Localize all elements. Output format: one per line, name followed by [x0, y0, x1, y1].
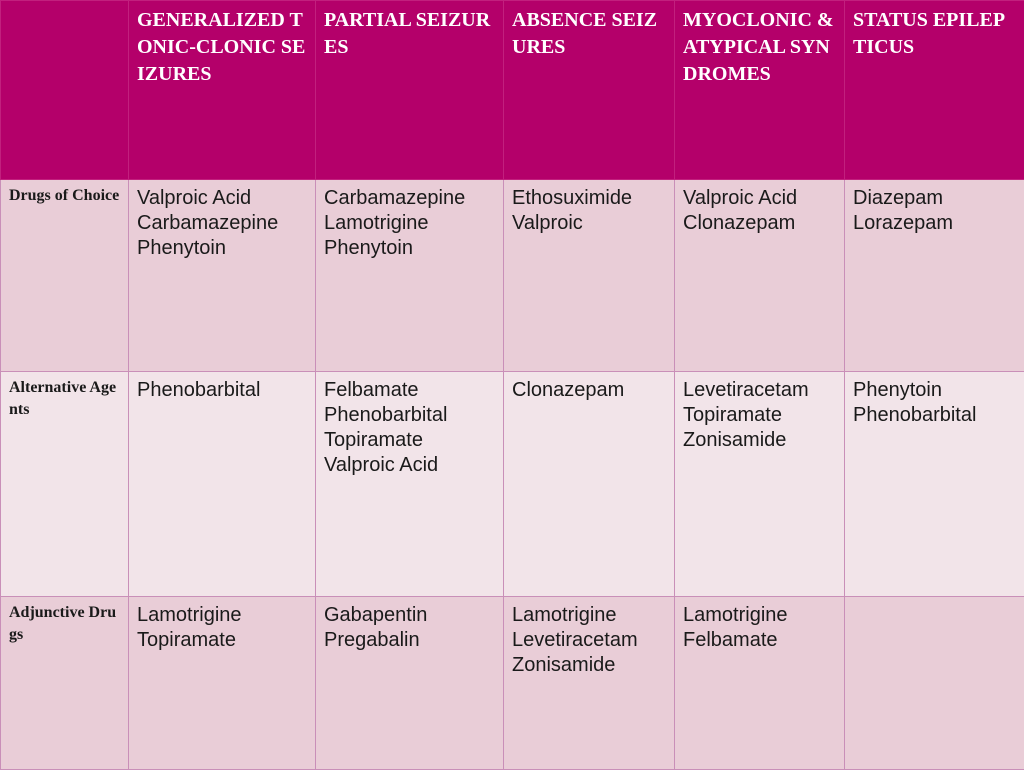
table-cell: [845, 372, 1024, 597]
table-row-alternative-agents: [1, 372, 1024, 597]
table-cell: [316, 180, 504, 372]
table-cell: [316, 597, 504, 770]
drug-name: Ethosuximide: [512, 186, 666, 211]
drug-name: Lamotrigine: [683, 603, 836, 628]
drug-name: Felbamate: [324, 378, 495, 403]
drug-name: Phenobarbital: [324, 403, 495, 428]
table-cell: [845, 180, 1024, 372]
drug-name: Valproic Acid: [683, 186, 836, 211]
drug-name: Clonazepam: [683, 211, 836, 236]
drug-name: Phenobarbital: [137, 378, 307, 403]
drug-name: Lamotrigine: [324, 211, 495, 236]
row-label: Adjunctive Drugs: [1, 597, 129, 770]
table-cell: [504, 180, 675, 372]
table-cell: [129, 372, 316, 597]
table-cell: [675, 180, 845, 372]
header-status-epilepticus: STATUS EPILEPTICUS: [845, 1, 1024, 180]
drug-name: Lamotrigine: [137, 603, 307, 628]
drug-name: Zonisamide: [683, 428, 836, 453]
drug-name: Topiramate: [683, 403, 836, 428]
drug-name: Phenytoin: [324, 236, 495, 261]
table-cell: [129, 597, 316, 770]
table-cell: [675, 372, 845, 597]
drug-name: Phenytoin: [137, 236, 307, 261]
header-row: [1, 1, 1024, 180]
drug-name: Topiramate: [137, 628, 307, 653]
header-absence-seizures: ABSENCE SEIZURES: [504, 1, 675, 180]
table-cell: [504, 372, 675, 597]
drug-name: Clonazepam: [512, 378, 666, 403]
drug-name: Valproic Acid: [137, 186, 307, 211]
drug-name: Carbamazepine: [137, 211, 307, 236]
drug-name: Zonisamide: [512, 653, 666, 678]
row-label: Alternative Agents: [1, 372, 129, 597]
drug-name: Carbamazepine: [324, 186, 495, 211]
drug-name: Levetiracetam: [683, 378, 836, 403]
drug-name: Phenytoin: [853, 378, 1016, 403]
table-row-adjunctive-drugs: [1, 597, 1024, 770]
drug-name: Valproic Acid: [324, 453, 495, 478]
row-label: Drugs of Choice: [1, 180, 129, 372]
header-corner-cell: [1, 1, 129, 180]
table-cell: [675, 597, 845, 770]
table-cell: [845, 597, 1024, 770]
drug-name: Valproic: [512, 211, 666, 236]
drug-name: Levetiracetam: [512, 628, 666, 653]
drug-name: Topiramate: [324, 428, 495, 453]
table-cell: [316, 372, 504, 597]
drug-name: Pregabalin: [324, 628, 495, 653]
header-generalized-tonic-clonic: GENERALIZED TONIC-CLONIC SEIZURES: [129, 1, 316, 180]
drug-name: Felbamate: [683, 628, 836, 653]
table-cell: [129, 180, 316, 372]
table-cell: [504, 597, 675, 770]
drug-name: Gabapentin: [324, 603, 495, 628]
drug-name: Lorazepam: [853, 211, 1016, 236]
table-row-drugs-of-choice: [1, 180, 1024, 372]
drug-name: Phenobarbital: [853, 403, 1016, 428]
drug-name: Lamotrigine: [512, 603, 666, 628]
header-myoclonic-atypical: MYOCLONIC & ATYPICAL SYNDROMES: [675, 1, 845, 180]
header-partial-seizures: PARTIAL SEIZURES: [316, 1, 504, 180]
drug-name: Diazepam: [853, 186, 1016, 211]
